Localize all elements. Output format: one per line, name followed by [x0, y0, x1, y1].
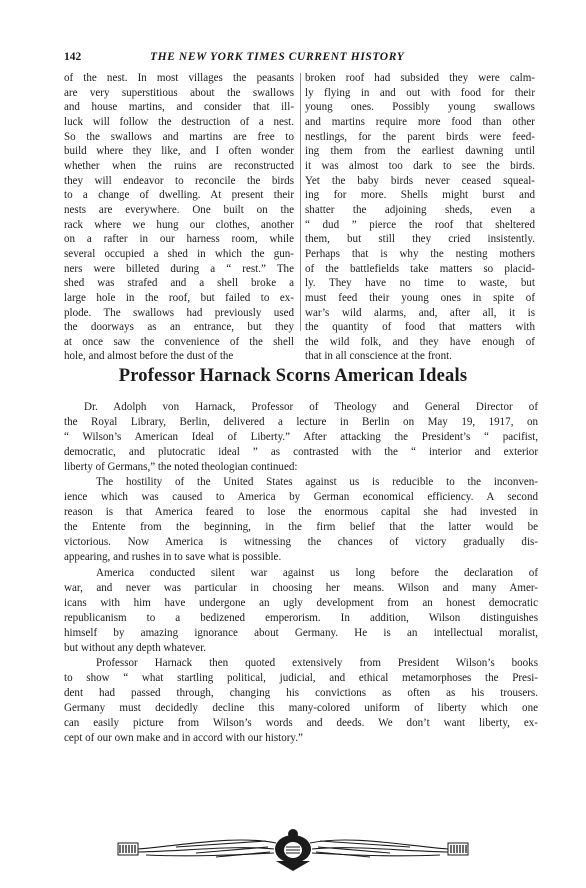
text-line: of the nest. In most villages the peasants — [64, 72, 294, 84]
text-line: icans with him have undergone an ugly development from an honest democratic — [64, 596, 538, 609]
text-line: Perhaps that is why the nesting mothers — [305, 247, 535, 260]
text-line: liberty of Germans,” the noted theologian continued: — [64, 461, 298, 474]
text-line: ing them from the earliest dawning until — [305, 145, 535, 158]
text-line: reason is that America feared to lose the enormous capital she had invested in — [64, 506, 538, 519]
article-title: Professor Harnack Scorns American Ideals — [118, 366, 468, 386]
text-line: So the swallows and martins are free to — [64, 130, 294, 143]
text-line: on a rafter in our harness room, while — [64, 233, 294, 246]
eagle-ornament-icon — [116, 825, 470, 873]
text-line: rack where we hung our clothes, another — [64, 218, 294, 231]
text-line: “ Wilson’s American Ideal of Liberty.” After attacking the President’s “ pacifist, — [64, 431, 538, 444]
text-line: to a change of dwelling. At present their — [64, 189, 294, 202]
text-line: the Royal Library, Berlin, delivered a lecture in Berlin on May 19, 1917, on — [64, 416, 538, 429]
text-line: several occupied a shed in which the gun- — [64, 247, 294, 260]
text-line: they will endeavor to reconcile the birds — [64, 174, 294, 187]
text-line: must feed their young ones in spite of — [305, 291, 535, 304]
text-line: build where they like, and I often wonder — [64, 145, 294, 158]
text-line: republicanism to a bedizened emperorism. In addition, Wilson distinguishes — [64, 611, 538, 624]
page-number: 142 — [64, 51, 82, 63]
running-title: THE NEW YORK TIMES CURRENT HISTORY — [150, 51, 405, 63]
text-line: victorious. Now America is witnessing the chances of victory gradually dis- — [64, 536, 538, 549]
left-column — [64, 71, 294, 364]
text-line: America conducted silent war against us long before the declaration of — [96, 566, 538, 579]
text-line: can easily picture from Wilson’s words and deeds. We don’t want liberty, ex- — [64, 716, 538, 729]
text-line: Yet the baby birds never ceased squeal- — [305, 174, 535, 187]
two-column-text — [64, 71, 538, 363]
text-line: dent had passed through, changing his convictions as often as his trousers. — [64, 686, 538, 699]
text-line: broken roof had subsided they were calm- — [305, 72, 535, 84]
text-line: “ dud ” pierce the roof that sheltered — [305, 218, 535, 231]
text-line: The hostility of the United States against us is reducible to the inconven- — [96, 476, 538, 489]
text-line: nestlings, for the parent birds were feed- — [305, 130, 535, 143]
text-line: ners were billeted during a “ rest.” The — [64, 262, 294, 275]
text-line: to show “ what startling political, judicial, and ethical metamorphoses the Presi- — [64, 671, 538, 684]
text-line: shed was strafed and a shell broke a — [64, 277, 294, 290]
text-line: plode. The swallows had previously used — [64, 306, 294, 319]
text-line: ly. They have no time to waste, but — [305, 277, 535, 290]
text-line: that in all conscience at the front. — [305, 350, 452, 363]
column-divider — [300, 73, 301, 331]
text-line: at once saw the convenience of the shell — [64, 335, 294, 348]
text-line: Germany must decidedly decline this many-colored uniform of liberty which one — [64, 701, 538, 714]
page-header — [64, 51, 534, 69]
text-line: hole, and almost before the dust of the — [64, 350, 234, 363]
text-line: them, but still they cried insistently. — [305, 233, 535, 246]
text-line: Dr. Adolph von Harnack, Professor of Theology and General Director of — [84, 401, 538, 413]
text-line: it was almost too dark to see the birds. — [305, 159, 535, 172]
text-line: shatter the adjoining sheds, even a — [305, 203, 535, 216]
text-line: but without any depth whatever. — [64, 641, 207, 654]
text-line: cept of our own make and in accord with our history.” — [64, 732, 303, 745]
text-line: luck will follow the destruction of a nest. — [64, 115, 294, 128]
text-line: whether when the ruins are reconstructed — [64, 159, 294, 172]
text-line: the wild folk, and they have enough of — [305, 335, 535, 348]
text-line: large hole in the roof, but failed to ex- — [64, 291, 294, 304]
text-line: appearing, and rushes in to save what is possible. — [64, 551, 282, 564]
text-line: the Entente from the beginning, in the firm belief that the latter would be — [64, 521, 538, 534]
article-body — [64, 400, 538, 746]
text-line: ing for more. Shells might burst and — [305, 189, 535, 202]
text-line: war’s wild alarms, and, after all, it is — [305, 306, 535, 319]
text-line: the doorways as an entrance, but they — [64, 321, 294, 334]
right-column — [305, 71, 535, 364]
text-line: and house martins, and consider that ill- — [64, 101, 294, 114]
text-line: war, and never was particular in choosing her means. Wilson and many Amer- — [64, 581, 538, 594]
text-line: democratic, and plutocratic ideal ” as contrasted with the “ interior and exterior — [64, 446, 538, 459]
text-line: ience which was caused to America by German economical efficiency. A second — [64, 491, 538, 504]
text-line: young ones. Possibly young swallows — [305, 101, 535, 114]
text-line: the quantity of food that matters with — [305, 321, 535, 334]
text-line: are very superstitious about the swallows — [64, 86, 294, 99]
text-line: nests are everywhere. One built on the — [64, 203, 294, 216]
text-line: and martins require more food than other — [305, 115, 535, 128]
text-line: Professor Harnack then quoted extensively from President Wilson’s books — [96, 656, 538, 669]
text-line: himself by amazing ignorance about Germany. He is an intellectual moralist, — [64, 626, 538, 639]
text-line: of the battlefields take matters so placid- — [305, 262, 535, 275]
text-line: ly flying in and out with food for their — [305, 86, 535, 99]
